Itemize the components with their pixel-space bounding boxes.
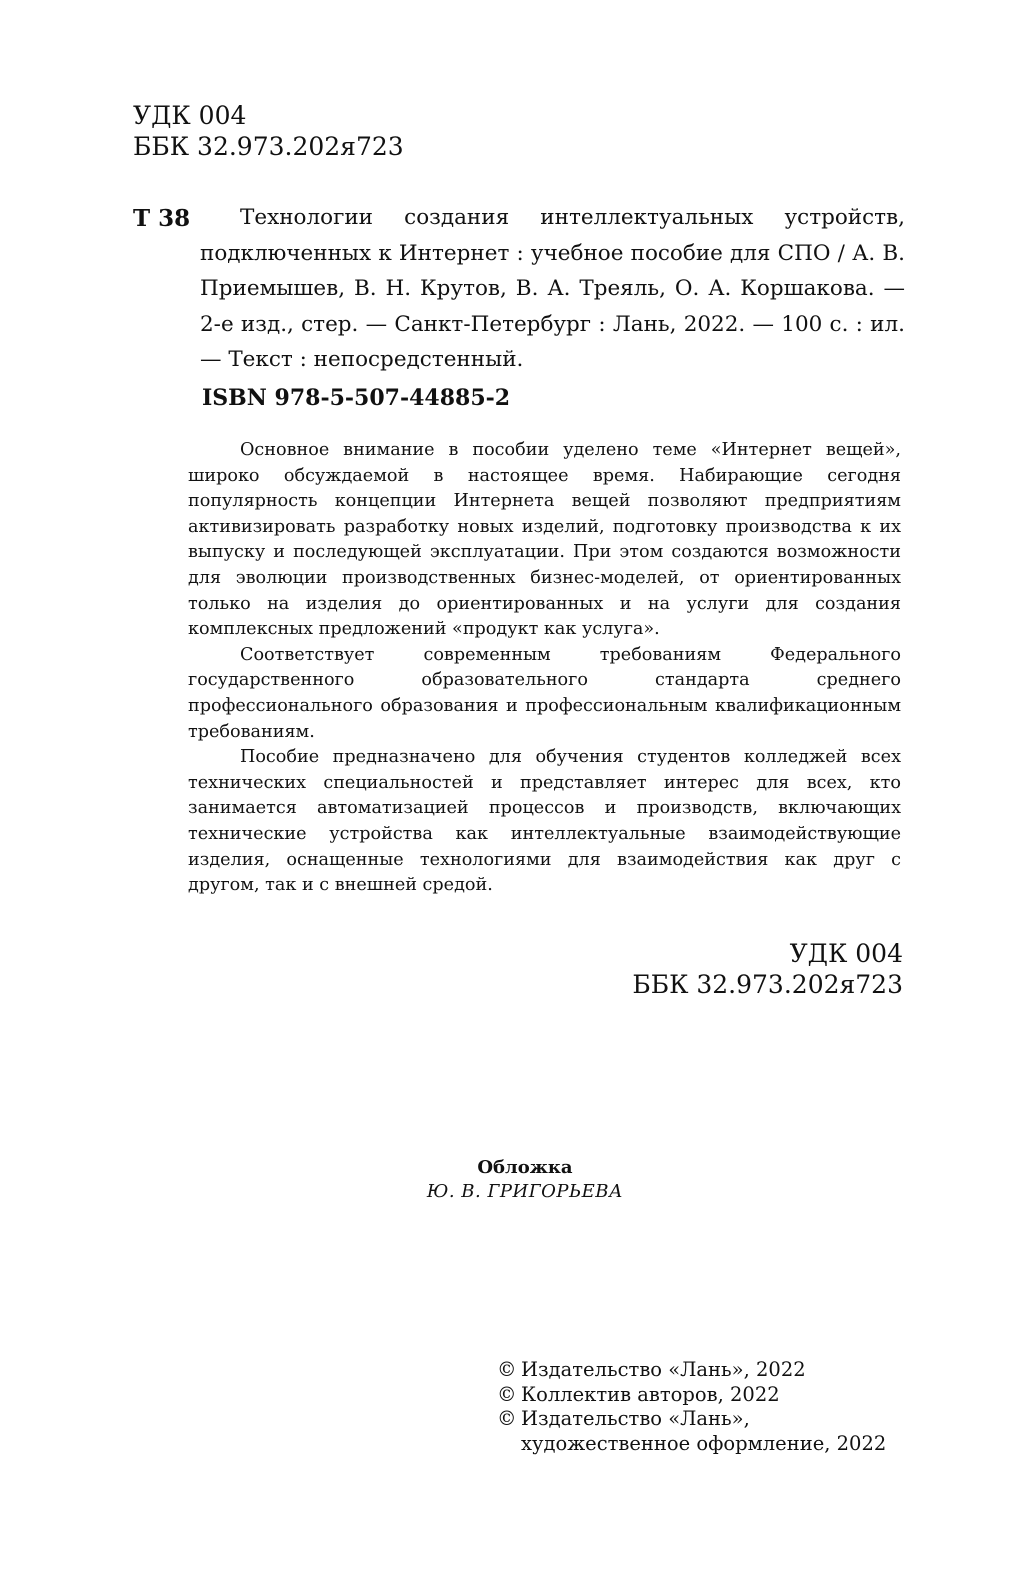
annotation-paragraph: Основное внимание в пособии уделено теме «Интернет вещей», широко обсуждаемой в настоящее время. Набирающие сегодня популярность концепции Интернета вещей позволяют предприятиям активизировать разработку новых изделий, подготовку производства к их выпуску и последующей эксплуатации. При этом создаются возможности для эволюции производственных бизнес-моделей, от ориентированных только на изделия до ориентированных и на услуги для создания комплексных предложений «продукт как услуга».	[188, 440, 901, 640]
cover-designer-name: Ю. В. ГРИГОРЬЕВА	[426, 1181, 624, 1202]
copyright-icon: ©	[497, 1358, 517, 1381]
bbk-code: ББК 32.973.202я723	[133, 132, 404, 161]
copyright-line	[497, 1407, 886, 1432]
copyright-line-continuation	[497, 1432, 886, 1457]
copyright-text: художественное оформление, 2022	[521, 1431, 887, 1455]
cover-credit	[300, 1156, 750, 1204]
bbk-code: ББК 32.973.202я723	[632, 970, 903, 999]
udk-code: УДК 004	[133, 101, 247, 130]
annotation	[188, 438, 901, 899]
copyright-text: Издательство «Лань»,	[521, 1407, 750, 1430]
isbn: ISBN 978-5-507-44885-2	[202, 385, 511, 411]
classification-header	[133, 100, 404, 162]
copyright-line	[497, 1383, 886, 1408]
bibliographic-record: Технологии создания интеллектуальных устройств, подключенных к Интернет : учебное пособие для СПО / А. В. Приемышев, В. Н. Крутов, В. А. Треяль, О. А. Коршакова. — 2-е изд., стер. — Санкт-Петербург : Лань, 2022. — 100 с. : ил. — Текст : непосредстенный.	[200, 205, 905, 372]
classification-footer	[600, 938, 903, 1000]
cover-credit-label: Обложка	[477, 1157, 573, 1178]
copyright-text: Коллектив авторов, 2022	[521, 1382, 780, 1406]
copyright-text: Издательство «Лань», 2022	[521, 1358, 806, 1381]
udk-code: УДК 004	[789, 939, 903, 968]
author-mark: Т 38	[133, 205, 191, 232]
copyright-block	[497, 1358, 886, 1456]
copyright-line	[497, 1358, 886, 1383]
annotation-paragraph: Пособие предназначено для обучения студентов колледжей всех технических специальностей и представляет интерес для всех, кто занимается автоматизацией процессов и производств, включающих технические устройства как интеллектуальные взаимодействующие изделия, оснащенные технологиями для взаимодействия как друг с другом, так и с внешней средой.	[188, 747, 901, 896]
copyright-icon: ©	[497, 1382, 517, 1406]
annotation-paragraph: Соответствует современным требованиям Федерального государственного образовательного стандарта среднего профессионального образования и профессиональным квалификационным требованиям.	[188, 644, 901, 742]
copyright-icon: ©	[497, 1407, 517, 1430]
